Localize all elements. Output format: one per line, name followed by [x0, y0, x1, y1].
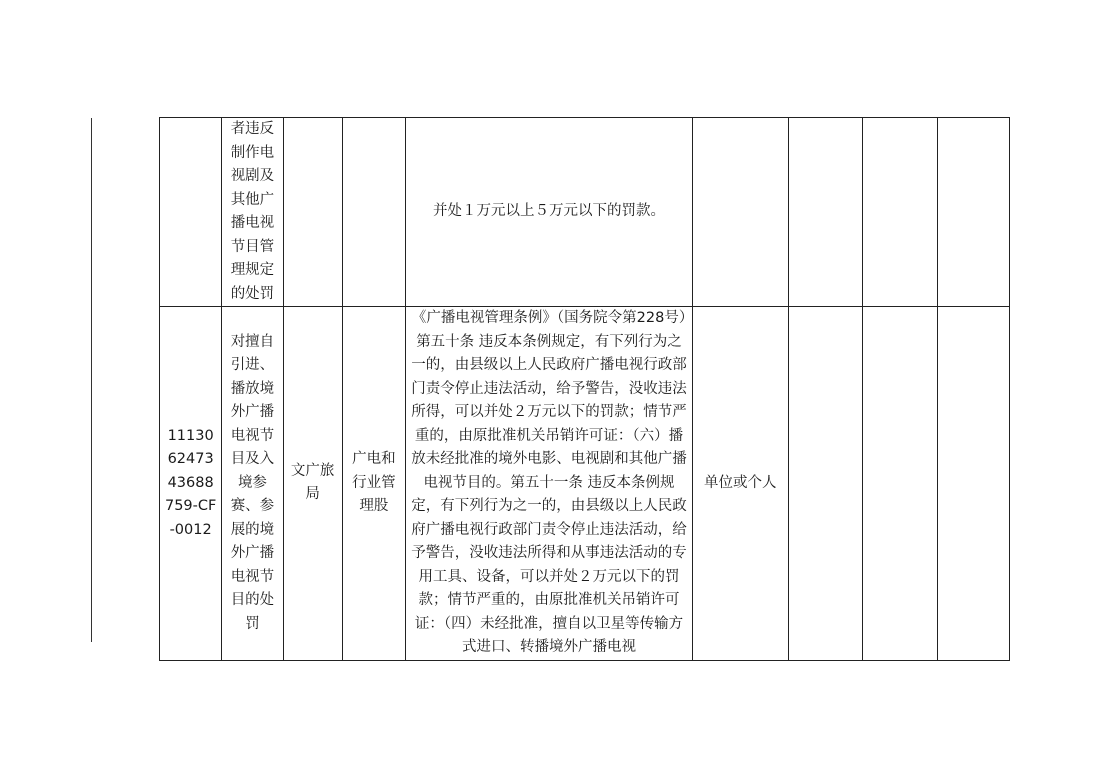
unit-cell — [342, 118, 405, 307]
binding-margin-line — [91, 118, 92, 642]
subject-cell: 单位或个人 — [692, 307, 788, 661]
item-code-cell — [160, 118, 222, 307]
item-name-cell: 对擅自引进、播放境外广播电视节目及入境参赛、参展的境外广播电视节目的处罚 — [222, 307, 283, 661]
extra-cell-3 — [937, 307, 1009, 661]
legal-basis-cell: 并处１万元以上５万元以下的罚款。 — [406, 118, 693, 307]
department-cell: 文广旅局 — [283, 307, 342, 661]
extra-cell-2 — [862, 307, 937, 661]
item-code-cell: 111306247343688759-CF-0012 — [160, 307, 222, 661]
table-row — [160, 307, 1010, 661]
extra-cell-3 — [937, 118, 1009, 307]
extra-cell-2 — [862, 118, 937, 307]
penalty-table — [159, 117, 1010, 661]
department-cell — [283, 118, 342, 307]
extra-cell-1 — [788, 118, 862, 307]
item-name-cell: 者违反制作电视剧及其他广播电视节目管理规定的处罚 — [222, 118, 283, 307]
legal-basis-cell: 《广播电视管理条例》（国务院令第228号）第五十条 违反本条例规定，有下列行为之一的，由县级以上人民政府广播电视行政部门责令停止违法活动，给予警告，没收违法所得，可以并处２万元以下的罚款；情节严重的，由原批准机关吊销许可证：（六）播放未经批准的境外电影、电视剧和其他广播电视节目的。第五十一条 违反本条例规定，有下列行为之一的，由县级以上人民政府广播电视行政部门责令停止违法活动，给予警告，没收违法所得和从事违法活动的专用工具、设备，可以并处２万元以下的罚款；情节严重的，由原批准机关吊销许可证：（四）未经批准，擅自以卫星等传输方式进口、转播境外广播电视 — [406, 307, 693, 661]
subject-cell — [692, 118, 788, 307]
table-row — [160, 118, 1010, 307]
unit-cell: 广电和行业管理股 — [342, 307, 405, 661]
extra-cell-1 — [788, 307, 862, 661]
